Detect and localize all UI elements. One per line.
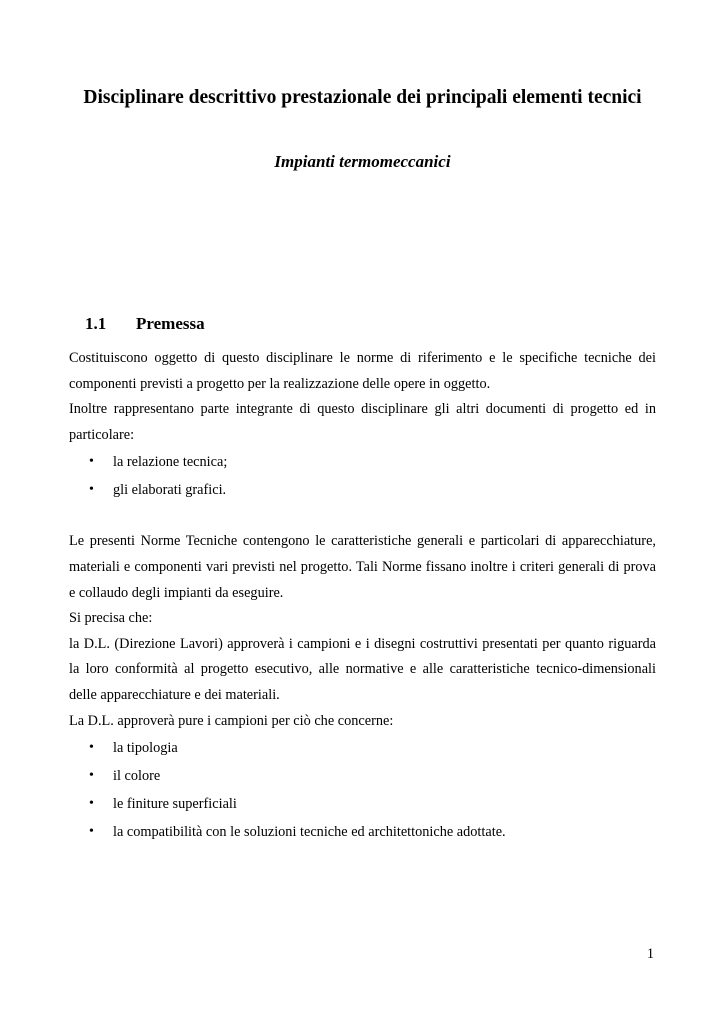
section-number: 1.1 xyxy=(85,314,107,333)
bullet-icon: • xyxy=(89,740,94,756)
paragraph-campioni: La D.L. approverà pure i campioni per ciò che concerne: xyxy=(69,712,394,729)
list-item xyxy=(69,734,656,762)
document-title: Disciplinare descrittivo prestazionale dei principali elementi tecnici xyxy=(83,87,642,108)
paragraph-oggetto: Costituiscono oggetto di questo disciplinare le norme di riferimento e le specifiche tecniche dei componenti previsti a progetto per la realizzazione delle opere in oggetto. xyxy=(69,350,656,392)
paragraph-documenti: Inoltre rappresentano parte integrante di questo disciplinare gli altri documenti di progetto ed in particolare: xyxy=(69,401,656,443)
bullet-icon: • xyxy=(89,482,94,498)
list-item-text: la tipologia xyxy=(113,740,178,757)
list-item-text: la relazione tecnica; xyxy=(113,454,228,471)
paragraph-direzione-lavori: la D.L. (Direzione Lavori) approverà i campioni e i disegni costruttivi presentati per quanto riguarda la loro conformità al progetto esecutivo, alle normative e alle caratteristiche tecnico-dimensionali delle apparecchiature e dei materiali. xyxy=(69,635,656,703)
document-subtitle: Impianti termomeccanici xyxy=(274,152,451,171)
bullet-icon: • xyxy=(89,454,94,470)
list-item-text: il colore xyxy=(113,768,161,785)
list-item-text: la compatibilità con le soluzioni tecniche ed architettoniche adottate. xyxy=(113,824,506,841)
bullet-icon: • xyxy=(89,824,94,840)
bullet-list-campioni xyxy=(69,734,656,846)
bullet-list-documenti xyxy=(69,448,656,504)
bullet-icon: • xyxy=(89,768,94,784)
document-body xyxy=(69,346,656,846)
bullet-icon: • xyxy=(89,796,94,812)
list-item xyxy=(69,818,656,846)
list-item-text: le finiture superficiali xyxy=(113,796,237,813)
list-item xyxy=(69,790,656,818)
section-heading xyxy=(85,314,205,334)
list-item-text: gli elaborati grafici. xyxy=(113,482,227,499)
list-item xyxy=(69,448,656,476)
paragraph-norme-tecniche: Le presenti Norme Tecniche contengono le caratteristiche generali e particolari di apparecchiature, materiali e componenti vari previsti nel progetto. Tali Norme fissano inoltre i criteri generali di prova e collaudo degli impianti da eseguire. xyxy=(69,533,656,601)
list-item xyxy=(69,762,656,790)
list-item xyxy=(69,476,656,504)
paragraph-si-precisa: Si precisa che: xyxy=(69,610,153,627)
paragraph-spacer xyxy=(69,504,656,529)
section-title: Premessa xyxy=(136,314,205,333)
page-number: 1 xyxy=(646,946,654,962)
